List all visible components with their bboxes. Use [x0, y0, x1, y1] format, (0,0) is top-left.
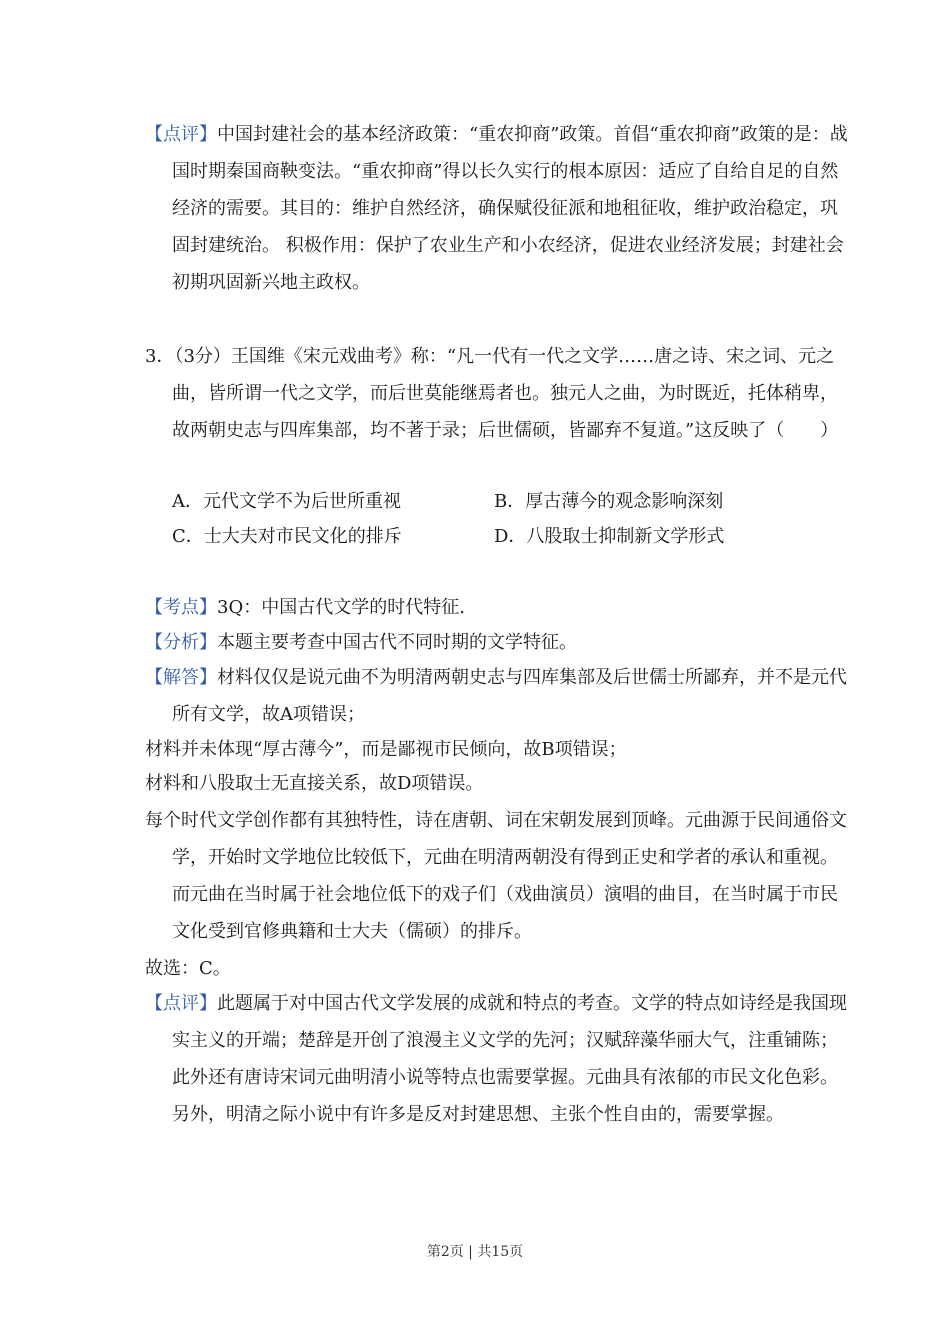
question-text: （3分）王国维《宋元戏曲考》称：“凡一代有一代之文学……唐之诗、宋之词、元之曲，皆所谓一代之文学，而后世莫能继焉者也。独元人之曲，为时既近，托体稍卑，故两朝史志与四库集部，均不著于录；后世儒硕，皆鄙弃不复道。”这反映了（ ）	[172, 346, 839, 441]
answer-line: 故选：C。	[145, 958, 231, 979]
jieda-block	[145, 659, 852, 733]
review-text: 此题属于对中国古代文学发展的成就和特点的考查。文学的特点如诗经是我国现实主义的开端；楚辞是开创了浪漫主义文学的先河；汉赋辞藻华丽大气，注重铺陈；此外还有唐诗宋词元曲明清小说等特点也需要掌握。元曲具有浓郁的市民文化色彩。另外，明清之际小说中有许多是反对封建思想、主张个性自由的，需要掌握。	[172, 993, 847, 1125]
jieda-paragraph: 每个时代文学创作都有其独特性，诗在唐朝、词在宋朝发展到顶峰。元曲源于民间通俗文学，开始时文学地位比较低下，元曲在明清两朝没有得到正史和学者的承认和重视。而元曲在当时属于社会地位低下的戏子们（戏曲演员）演唱的曲目，在当时属于市民文化受到官修典籍和士大夫（儒硕）的排斥。	[145, 810, 847, 942]
review-tag: 【点评】	[145, 993, 217, 1014]
jieda-text: 材料仅仅是说元曲不为明清两朝史志与四库集部及后世儒士所鄙弃，并不是元代所有文学，故A项错误；	[172, 667, 847, 725]
option-b: B．厚古薄今的观念影响深刻	[494, 491, 724, 512]
kaodian-text: 3Q：中国古代文学的时代特征.	[217, 597, 465, 618]
review-tag: 【点评】	[145, 124, 217, 145]
review-block-prev	[145, 116, 852, 301]
page-footer: 第2页 | 共15页	[426, 1244, 524, 1260]
option-a: A．元代文学不为后世所重视	[172, 491, 401, 512]
jieda-tag: 【解答】	[145, 667, 217, 688]
option-c: C．士大夫对市民文化的排斥	[172, 526, 402, 547]
fenxi-line	[145, 624, 825, 661]
review-block	[145, 985, 852, 1133]
review-text: 中国封建社会的基本经济政策：“重农抑商”政策。首倡“重农抑商”政策的是：战国时期秦国商鞅变法。“重农抑商”得以长久实行的根本原因：适应了自给自足的自然经济的需要。其目的：维护自然经济，确保赋役征派和地租征收，维护政治稳定，巩固封建统治。 积极作用：保护了农业生产和小农经济，促进农业经济发展；封建社会初期巩固新兴地主政权。	[172, 124, 848, 293]
jieda-line-3: 材料和八股取士无直接关系，故D项错误。	[145, 773, 484, 794]
kaodian-line	[145, 589, 825, 626]
option-d: D．八股取士抑制新文学形式	[494, 526, 725, 547]
fenxi-tag: 【分析】	[145, 632, 217, 653]
jieda-line-2: 材料并未体现“厚古薄今”，而是鄙视市民倾向，故B项错误；	[145, 739, 627, 760]
question-number: 3．	[145, 346, 175, 367]
kaodian-tag: 【考点】	[145, 597, 217, 618]
question-3	[145, 338, 852, 449]
fenxi-text: 本题主要考查中国古代不同时期的文学特征。	[217, 632, 577, 653]
